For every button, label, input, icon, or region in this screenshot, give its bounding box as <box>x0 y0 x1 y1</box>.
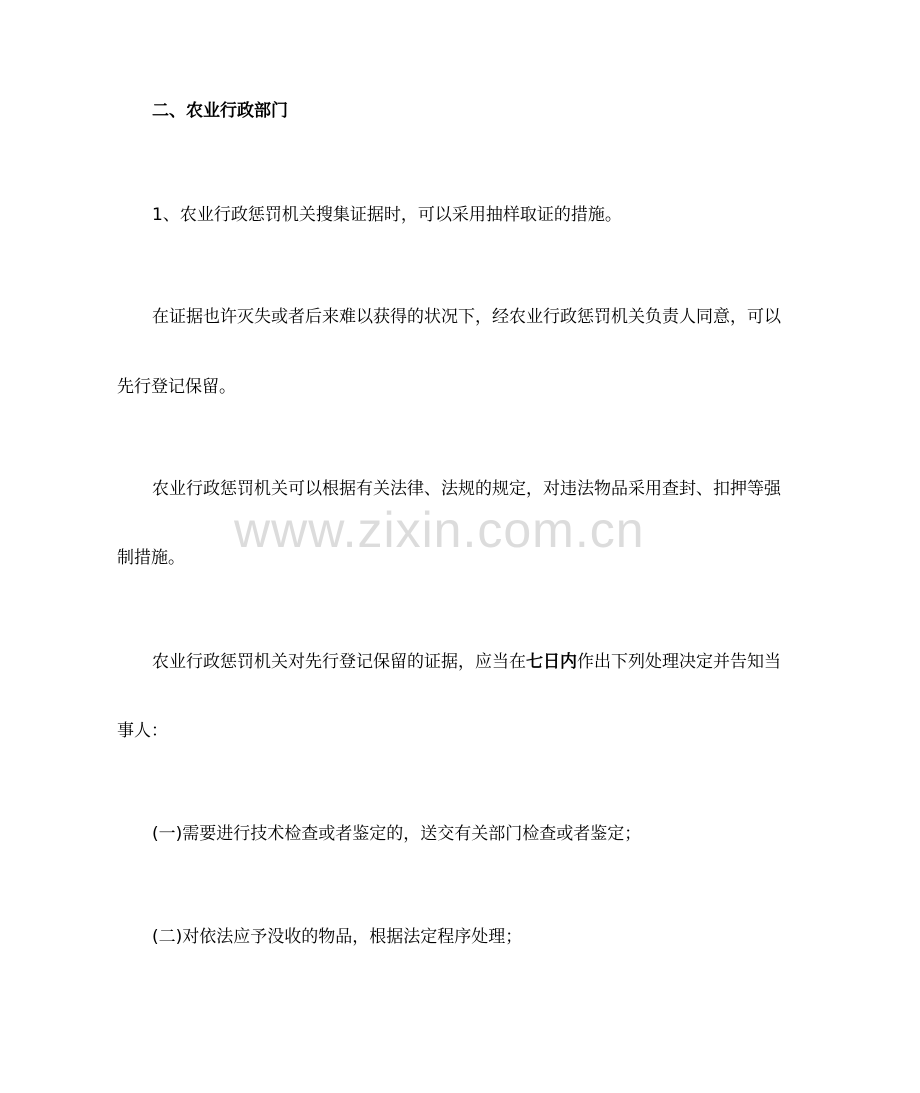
paragraph-1: 1、农业行政惩罚机关搜集证据时，可以采用抽样取证的措施。 <box>152 205 622 225</box>
paragraph-4-text-after: 作出下列处理决定并告知当 <box>577 652 781 672</box>
paragraph-4-line-1 <box>152 650 781 674</box>
list-item-1: (一)需要进行技术检查或者鉴定的，送交有关部门检查或者鉴定； <box>152 824 642 844</box>
paragraph-4-line-2: 事人： <box>117 721 168 741</box>
paragraph-4-deadline-emphasis: 七日内 <box>526 652 577 672</box>
paragraph-2-line-2: 先行登记保留。 <box>117 377 236 397</box>
paragraph-3-line-2: 制措施。 <box>117 548 185 568</box>
paragraph-2-line-1: 在证据也许灭失或者后来难以获得的状况下，经农业行政惩罚机关负责人同意，可以 <box>152 307 781 327</box>
list-item-2: (二)对依法应予没收的物品，根据法定程序处理； <box>152 927 523 947</box>
section-heading: 二、农业行政部门 <box>152 101 288 121</box>
watermark: www.zixin.com.cn <box>234 502 645 558</box>
paragraph-3-line-1: 农业行政惩罚机关可以根据有关法律、法规的规定，对违法物品采用查封、扣押等强 <box>152 479 781 499</box>
paragraph-4-text-before: 农业行政惩罚机关对先行登记保留的证据，应当在 <box>152 652 526 672</box>
